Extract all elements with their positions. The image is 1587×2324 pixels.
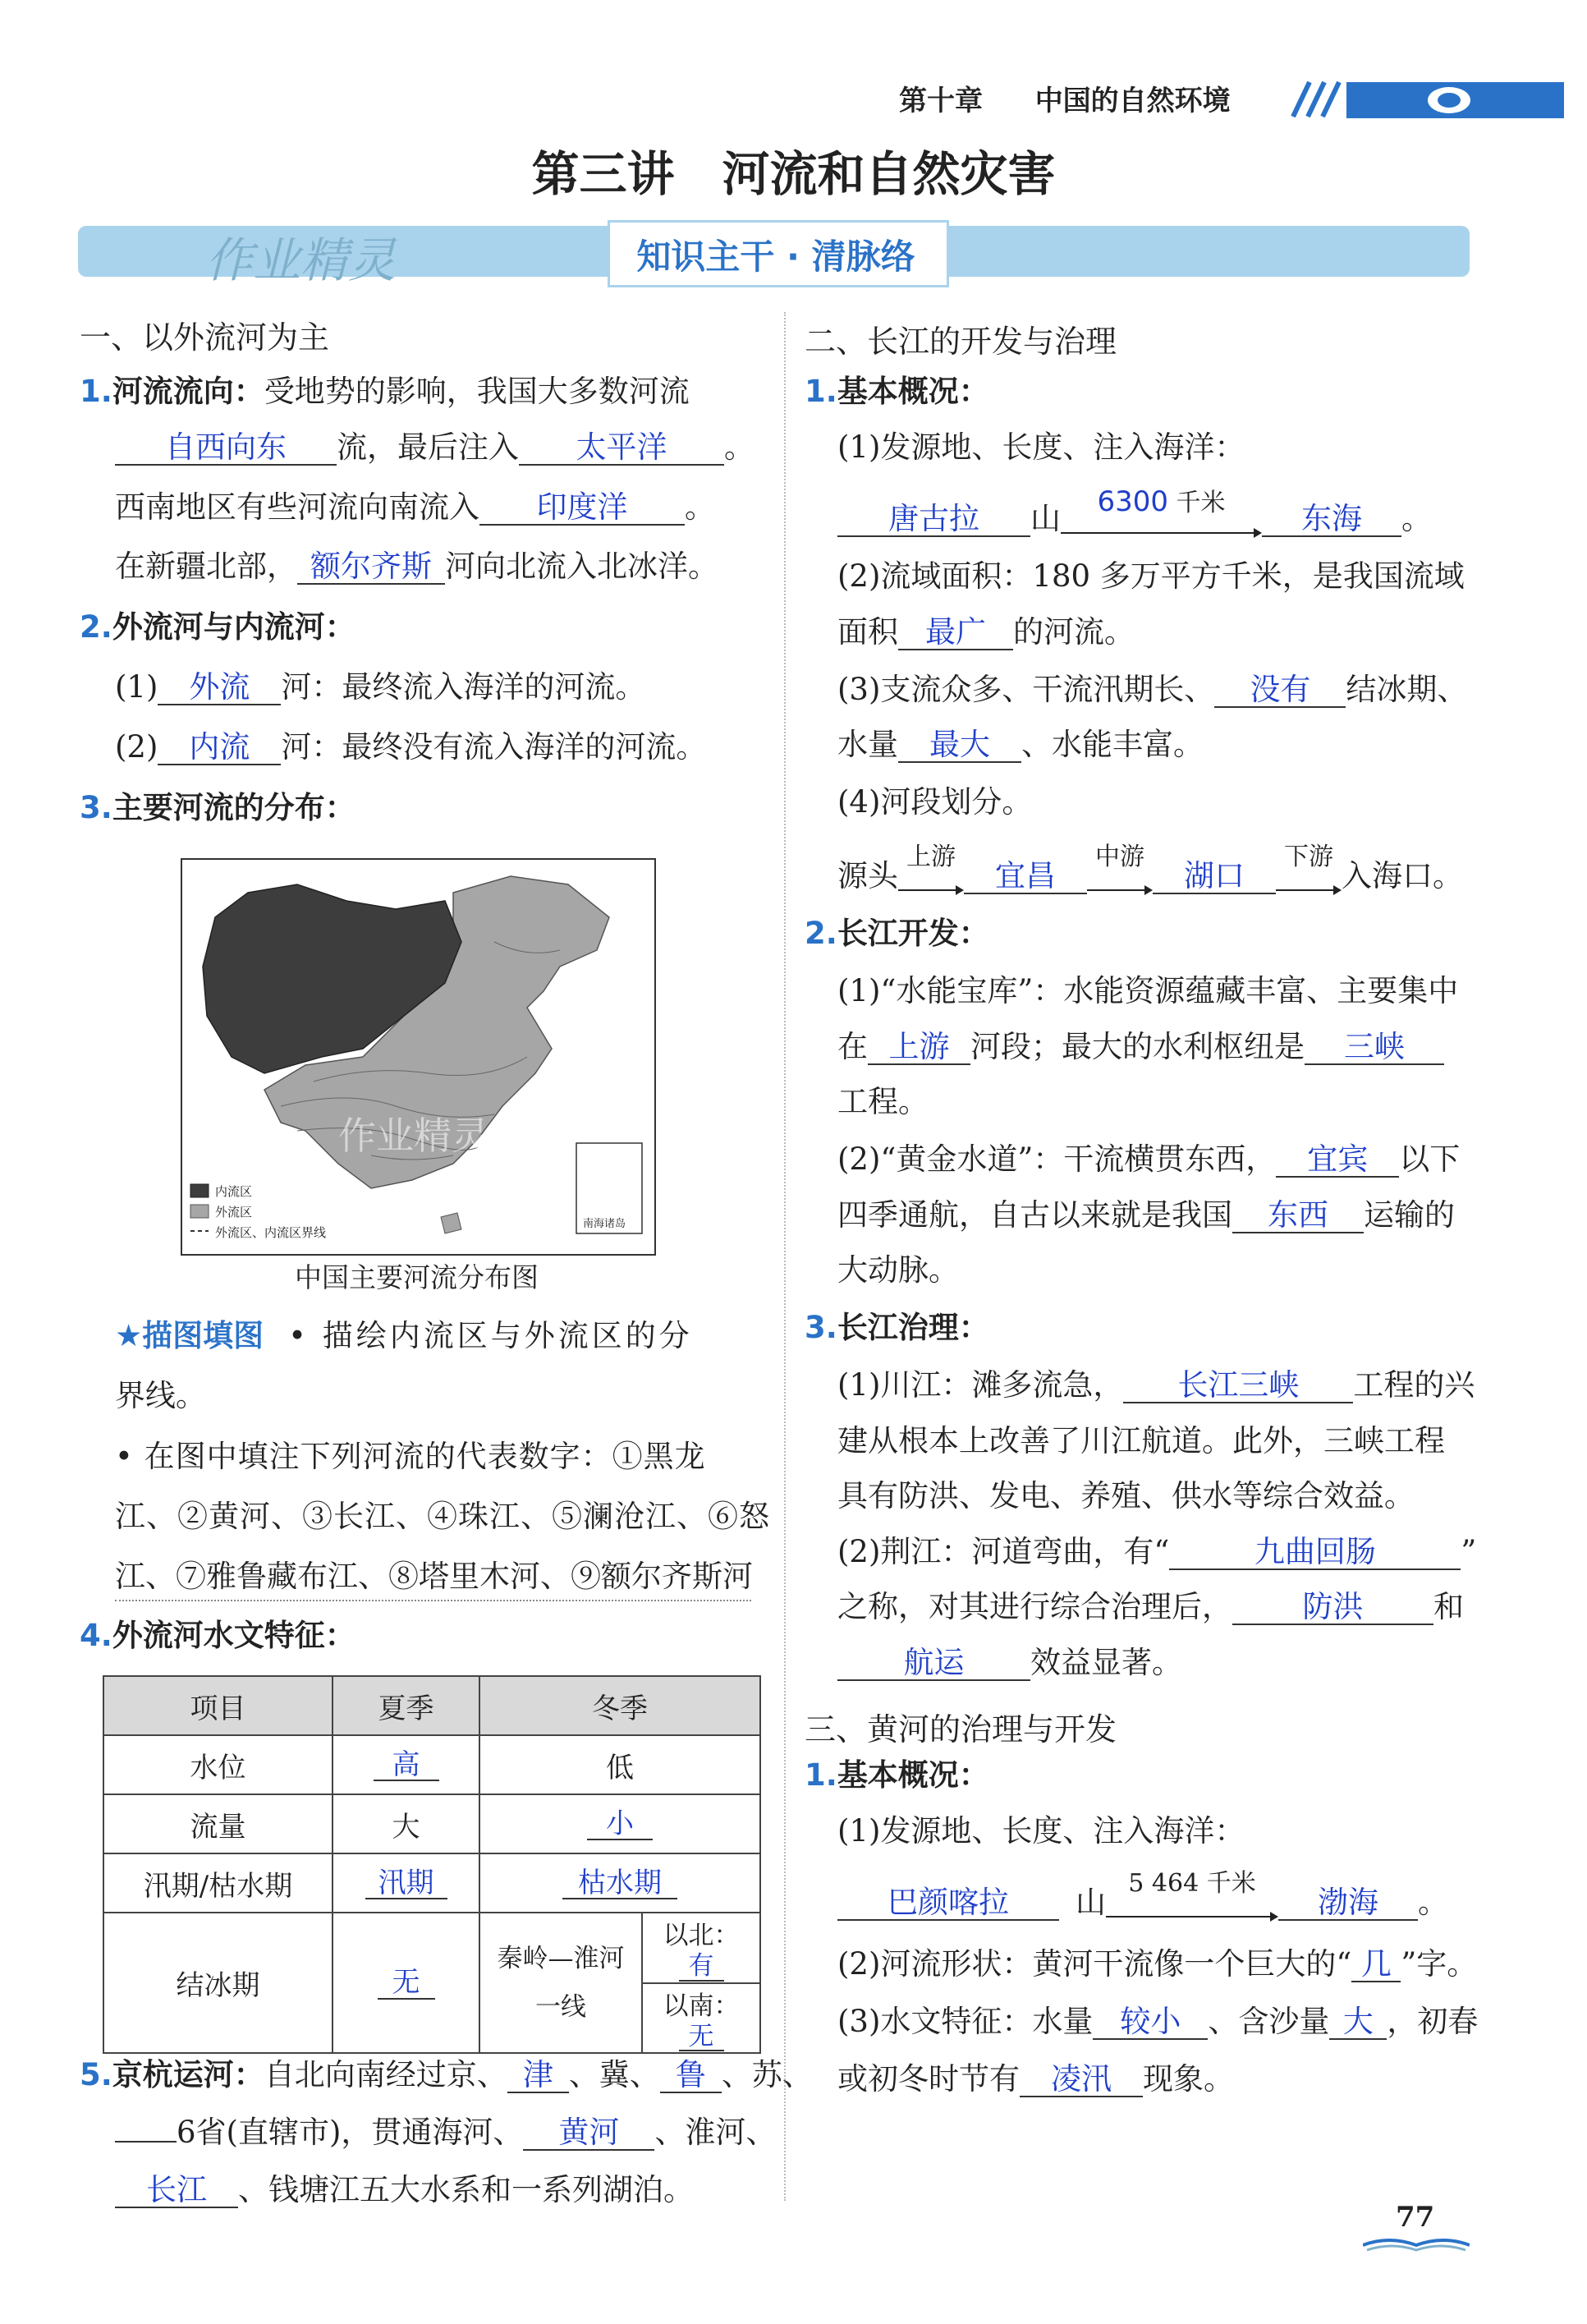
legend-line-label: 外流区、内流区界线	[215, 1225, 327, 1240]
text: 、淮河、	[654, 2115, 777, 2150]
page-number: 77	[1396, 2201, 1435, 2234]
text: (3)支流众多、干流汛期长、	[837, 672, 1215, 707]
yangtze-2-p2e: 大动脉。	[837, 1252, 959, 1288]
table-cell	[642, 1983, 760, 2054]
text: 四季通航，自古以来就是我国	[837, 1197, 1232, 1233]
upstream-arrow	[898, 842, 964, 887]
length-unit: 千米	[1176, 488, 1226, 517]
text: • 描绘内流区与外流区的分	[288, 1318, 693, 1353]
arrow-label	[1061, 485, 1262, 519]
answer-blank: 印度洋	[479, 492, 685, 526]
item-1-line-2	[115, 429, 755, 466]
text: 。	[724, 429, 755, 465]
text: 河：最终流入海洋的河流。	[281, 669, 646, 705]
text: 运输的	[1364, 1197, 1455, 1233]
answer-blank: 外流	[158, 672, 281, 705]
answer-blank: 枯水期	[562, 1869, 677, 1900]
answer-blank	[115, 2141, 177, 2143]
south-label: 以南：	[663, 1991, 740, 2021]
draw-line-3: • 在图中填注下列河流的代表数字：①黑龙	[115, 1439, 706, 1474]
draw-line-2: 界线。	[115, 1378, 206, 1413]
yellow-1-source-line	[837, 1868, 1448, 1921]
book-icon	[1363, 2235, 1470, 2252]
hydrology-table	[103, 1675, 761, 2054]
item-1-number: 1.	[80, 374, 112, 409]
yangtze-3-title	[805, 1310, 989, 1346]
draw-label: ★描图填图	[115, 1318, 264, 1353]
arrow-label: 上游	[906, 842, 956, 871]
draw-box-underline	[115, 1600, 751, 1601]
text: 河：最终没有流入海洋的河流。	[281, 729, 707, 765]
answer-blank: 宜昌	[964, 861, 1087, 894]
map-caption: 中国主要河流分布图	[295, 1261, 539, 1293]
header-stripes	[1285, 80, 1342, 118]
answer-blank: 太平洋	[519, 432, 724, 466]
answer-blank: 宜宾	[1276, 1144, 1399, 1178]
text: 、苏、	[721, 2057, 813, 2092]
text: 山	[1076, 1885, 1106, 1920]
table-cell	[642, 1913, 760, 1983]
yangtze-3-p2c	[837, 1589, 1464, 1625]
answer-blank: 最大	[898, 729, 1021, 763]
item-1-text: 受地势的影响，我国大多数河流	[264, 374, 690, 409]
text: 和	[1433, 1589, 1464, 1624]
answer-blank: 内流	[158, 732, 281, 765]
text: 、钱塘江五大水系和一系列湖泊。	[238, 2172, 694, 2207]
midstream-arrow	[1087, 842, 1153, 887]
answer-blank: 几	[1351, 1949, 1401, 1982]
text: ”字。	[1401, 1946, 1478, 1982]
table-cell: 秦岭—淮河一线	[479, 1913, 642, 2053]
yangtze-3-p1d: 具有防洪、发电、养殖、供水等综合效益。	[837, 1478, 1415, 1513]
yangtze-2-p2c	[837, 1197, 1455, 1233]
table-cell: 结冰期	[103, 1913, 333, 2053]
text: 源头	[837, 858, 898, 893]
answer-blank: 额尔齐斯	[297, 551, 445, 585]
answer-blank: 九曲回肠	[1169, 1536, 1461, 1570]
table-header-item: 项目	[103, 1676, 333, 1735]
item-5-line-3	[115, 2172, 694, 2208]
section-1-title: 一、以外流河为主	[80, 319, 330, 356]
yangtze-1-label: 基本概况：	[837, 374, 989, 409]
answer-blank: 黄河	[523, 2117, 654, 2151]
text: 面积	[837, 614, 898, 650]
yangtze-3-label: 长江治理：	[837, 1310, 989, 1345]
yellow-1-label: 基本概况：	[837, 1757, 989, 1793]
item-4-label: 外流河水文特征：	[112, 1618, 355, 1653]
section-3-title: 三、黄河的治理与开发	[805, 1711, 1117, 1748]
chapter-header	[899, 78, 1231, 118]
yangtze-3-p1a	[837, 1367, 1475, 1403]
arrow-label: 中游	[1095, 842, 1144, 871]
text: 以下	[1399, 1141, 1461, 1177]
yangtze-1-p1: (1)发源地、长度、注入海洋：	[837, 429, 1245, 465]
draw-line-5: 江、⑦雅鲁藏布江、⑧塔里木河、⑨额尔齐斯河	[115, 1559, 753, 1594]
text: 、冀、	[568, 2057, 660, 2092]
item-3-title	[80, 790, 355, 826]
item-2-number: 2.	[80, 609, 112, 645]
answer-blank: 防洪	[1232, 1591, 1433, 1625]
answer-blank: 凌汛	[1020, 2064, 1143, 2097]
text: 水量	[837, 727, 898, 762]
chapter-title: 中国的自然环境	[1034, 85, 1231, 117]
answer-blank: 鲁	[660, 2060, 722, 2093]
text: (1)	[115, 669, 158, 705]
yangtze-1-title	[805, 374, 989, 410]
item-1-line-3	[115, 489, 715, 526]
arrow-label: 下游	[1284, 842, 1333, 871]
item-5-line-1	[80, 2057, 813, 2093]
table-header-winter: 冬季	[479, 1676, 760, 1735]
yangtze-3-number: 3.	[805, 1310, 837, 1345]
answer-blank: 津	[507, 2060, 569, 2093]
text: 、水能丰富。	[1021, 727, 1204, 762]
text: ，初春	[1387, 2004, 1479, 2039]
item-1-label: 河流流向：	[112, 374, 264, 409]
banner-label: 知识主干 · 清脉络	[636, 237, 915, 277]
table-cell: 水位	[103, 1735, 333, 1794]
yellow-1-number: 1.	[805, 1757, 837, 1793]
yangtze-2-p1a: (1)“水能宝库”：水能资源蕴藏丰富、主要集中	[837, 973, 1459, 1008]
text: 工程的兴	[1353, 1367, 1475, 1403]
item-5-number: 5.	[80, 2057, 112, 2092]
text: (1)川江：滩多流急，	[837, 1367, 1124, 1403]
text: 山	[1030, 501, 1061, 536]
lesson-title: 第三讲 河流和自然灾害	[531, 146, 1056, 202]
item-2-title	[80, 609, 355, 645]
draw-line-4: 江、②黄河、③长江、④珠江、⑤澜沧江、⑥怒	[115, 1499, 770, 1534]
inset-label: 南海诸岛	[583, 1218, 626, 1230]
column-divider	[784, 312, 786, 2201]
text: 在	[837, 1029, 868, 1064]
answer-blank: 无	[679, 2023, 724, 2052]
answer-blank: 最广	[898, 617, 1013, 650]
table-cell: 大	[333, 1794, 479, 1853]
text: (2)荆江：河道弯曲，有“	[837, 1534, 1170, 1569]
answer-blank: 三峡	[1305, 1031, 1444, 1065]
answer-blank: 有	[679, 1953, 724, 1982]
text: 自北向南经过京、	[264, 2057, 507, 2092]
yangtze-3-p2a	[837, 1534, 1476, 1570]
answer-blank: 没有	[1214, 674, 1346, 708]
yangtze-1-p2b	[837, 614, 1135, 650]
answer-blank: 长江	[115, 2175, 238, 2208]
yellow-1-p1: (1)发源地、长度、注入海洋：	[837, 1813, 1245, 1849]
header-bar	[1346, 82, 1564, 118]
table-cell: 汛期/枯水期	[103, 1853, 333, 1913]
item-4-number: 4.	[80, 1618, 112, 1653]
text: (2)河流形状：黄河干流像一个巨大的“	[837, 1946, 1352, 1982]
answer-blank: 唐古拉	[837, 503, 1030, 537]
answer-blank: 长江三峡	[1123, 1370, 1353, 1403]
answer-blank: 巴颜喀拉	[837, 1887, 1059, 1921]
item-2-line-1	[115, 669, 645, 705]
table-cell: 流量	[103, 1794, 333, 1853]
yangtze-2-title	[805, 916, 989, 952]
text: 。	[1401, 501, 1432, 536]
text: 结冰期、	[1346, 672, 1468, 707]
yangtze-2-p1b	[837, 1029, 1444, 1065]
yellow-1-p3d	[837, 2061, 1234, 2097]
item-4-title	[80, 1618, 355, 1654]
answer-blank: 大	[1329, 2006, 1387, 2040]
legend-outer-label: 外流区	[215, 1205, 253, 1219]
length-arrow	[1061, 485, 1262, 530]
arrow-label: 5 464 千米	[1128, 1868, 1256, 1898]
item-5-line-2	[115, 2115, 776, 2151]
answer-blank: 汛期	[365, 1869, 447, 1900]
answer-blank: 湖口	[1153, 861, 1276, 894]
yellow-1-title	[805, 1757, 989, 1794]
map-watermark: 作业精灵	[338, 1114, 489, 1158]
yangtze-1-sections	[837, 842, 1463, 894]
answer-blank: 上游	[868, 1031, 970, 1065]
table-cell: 低	[479, 1735, 760, 1794]
chapter-number: 第十章	[899, 85, 983, 117]
text: 。	[685, 489, 715, 525]
answer-blank: 无	[378, 1968, 435, 2000]
text: 在新疆北部，	[115, 549, 297, 584]
table-header-summer: 夏季	[333, 1676, 479, 1735]
yangtze-3-p1c: 建从根本上改善了川江航道。此外，三峡工程	[837, 1423, 1445, 1458]
text: 河向北流入北冰洋。	[445, 549, 718, 584]
length-arrow	[1106, 1868, 1278, 1913]
yangtze-2-p1d: 工程。	[837, 1084, 929, 1119]
answer-blank: 航运	[837, 1647, 1030, 1681]
section-2-title: 二、长江的开发与治理	[805, 324, 1117, 360]
text: 、含沙量	[1208, 2004, 1330, 2039]
yangtze-1-p4: (4)河段划分。	[837, 784, 1033, 820]
answer-blank: 渤海	[1278, 1887, 1418, 1921]
yangtze-1-p3a	[837, 672, 1467, 708]
answer-blank: 东西	[1232, 1200, 1364, 1233]
text: 入海口。	[1342, 858, 1463, 893]
text: 之称，对其进行综合治理后，	[837, 1589, 1232, 1624]
answer-blank: 较小	[1093, 2006, 1208, 2040]
yangtze-2-number: 2.	[805, 916, 837, 951]
yangtze-2-p2a	[837, 1141, 1460, 1178]
item-3-number: 3.	[80, 790, 112, 825]
text: 河段；最大的水利枢纽是	[970, 1029, 1305, 1064]
text: 的河流。	[1013, 614, 1135, 650]
downstream-arrow	[1276, 842, 1342, 887]
yellow-1-p2	[837, 1946, 1477, 1982]
text: 现象。	[1143, 2061, 1234, 2097]
item-3-label: 主要河流的分布：	[112, 790, 355, 825]
yangtze-1-number: 1.	[805, 374, 837, 409]
item-5-label: 京杭运河：	[112, 2057, 264, 2092]
text: (3)水文特征：水量	[837, 2004, 1094, 2039]
text: 。	[1418, 1885, 1448, 1920]
item-1-line-4	[115, 549, 718, 585]
length-answer: 6300	[1097, 485, 1168, 518]
answer-blank: 自西向东	[115, 432, 337, 466]
text: 效益显著。	[1030, 1645, 1182, 1680]
banner-watermark: 作业精灵	[205, 232, 397, 288]
text: 或初冬时节有	[837, 2061, 1020, 2097]
draw-line-1	[115, 1318, 693, 1354]
china-river-map	[181, 858, 656, 1256]
item-2-label: 外流河与内流河：	[112, 609, 355, 645]
text: ”	[1461, 1534, 1477, 1569]
text: 6省(直辖市)，贯通海河、	[177, 2115, 524, 2150]
yangtze-1-source-line	[837, 485, 1432, 537]
yangtze-1-p3c	[837, 727, 1204, 763]
answer-blank: 小	[587, 1810, 653, 1841]
yangtze-3-p2e	[837, 1645, 1182, 1681]
yangtze-2-label: 长江开发：	[837, 916, 989, 951]
text: (2)“黄金水道”：干流横贯东西，	[837, 1141, 1277, 1177]
item-2-line-2	[115, 729, 706, 765]
answer-blank: 东海	[1262, 503, 1401, 537]
answer-blank: 高	[374, 1751, 439, 1782]
item-1-line-1	[80, 374, 690, 410]
yellow-1-p3	[837, 2004, 1478, 2040]
text: 西南地区有些河流向南流入	[115, 489, 479, 525]
hainan-island	[441, 1213, 461, 1233]
north-label: 以北：	[663, 1921, 740, 1950]
legend-inner-label: 内流区	[215, 1184, 253, 1199]
yangtze-1-p2a: (2)流域面积：180 多万平方千米，是我国流域	[837, 558, 1465, 594]
text: 流，最后注入	[337, 429, 519, 465]
text: (2)	[115, 729, 158, 765]
